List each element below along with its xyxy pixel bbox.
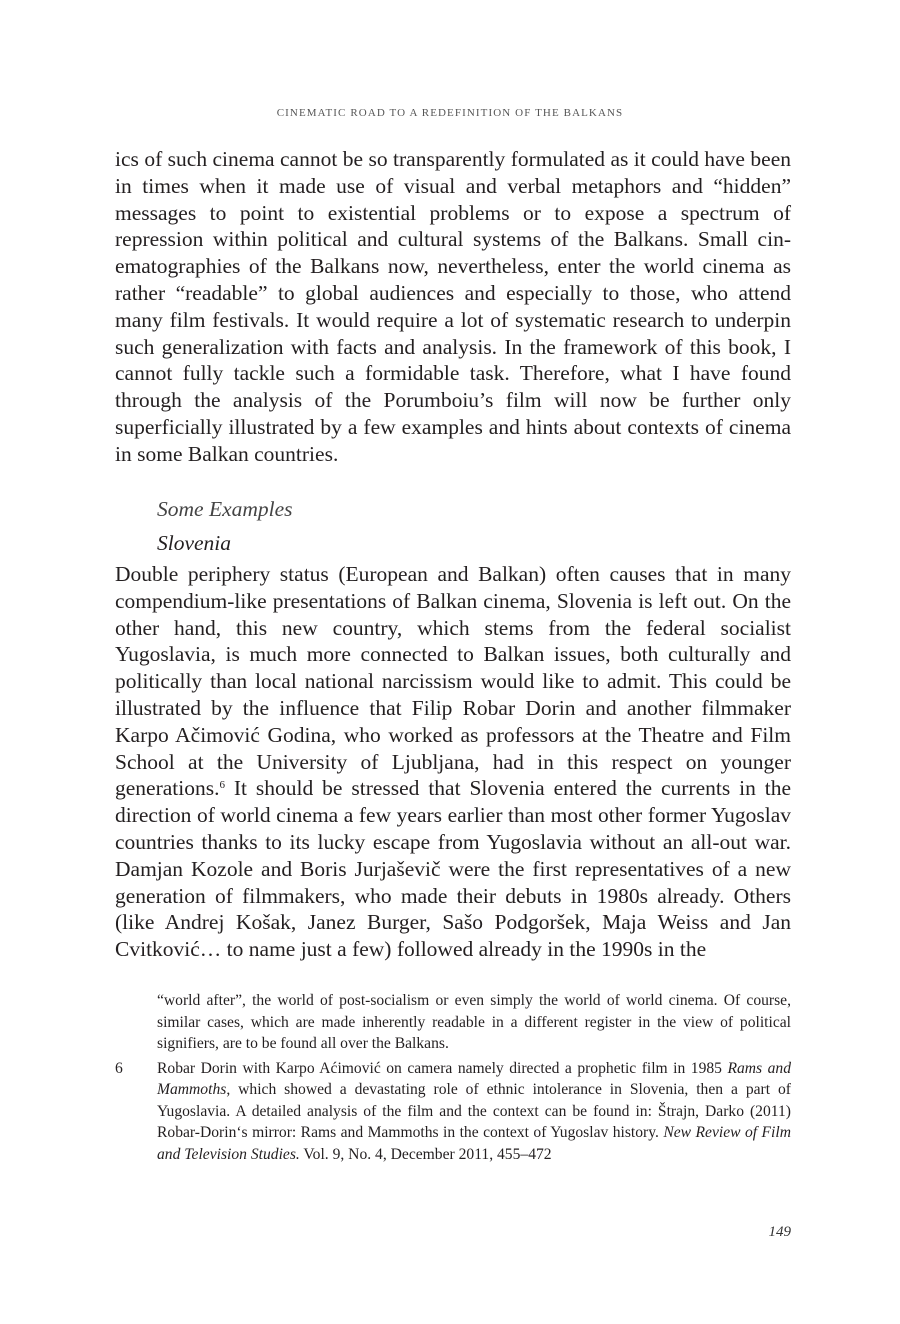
body-paragraph: ics of such cinema cannot be so transparently formulated as it could have been in times when it made use of visual and verbal metaphors and “hidden” messages to point to existential problems or to expose a spectrum of repression within political and cultural systems of the Balkans. Small cinematographies of the Balkans now, nevertheless, enter the world cinema as rather “readable” to global audiences and especially to those, who attend many film festivals. It would require a lot of systematic research to underpin such generalization with facts and analysis. In the framework of this book, I cannot fully tackle such a formidable task. Therefore, what I have found through the analysis of the Porumboiu’s film will now be further only superficially illustrated by a few examples and hints about contexts of cinema in some Balkan countries.	[115, 147, 791, 466]
paragraph-text: It should be stressed that Slovenia entered the currents in the direction of world cinema a few years earlier than most other former Yugoslav countries thanks to its lucky escape from Yugoslavia without an all-out war. Damjan Kozole and Boris Jurjaševič were the first representatives of a new generation of filmmakers, who made their debuts in 1980s already. Others (like Andrej Košak, Janez Burger, Sašo Podgoršek, Maja Weiss and Jan Cvitković… to name just a few) followed already in the 1990s in the	[115, 776, 791, 962]
subsection-heading: Slovenia	[157, 531, 232, 555]
footnote-reference: 6	[219, 779, 225, 792]
footnote	[115, 1058, 791, 1166]
section-heading: Some Examples	[157, 497, 293, 521]
film-title: Rams and Mammoths	[157, 1059, 791, 1098]
footnote-text	[157, 1058, 791, 1166]
footnote-continuation: “world after”, the world of post-socialism or even simply the world of world cinema. Of course, similar cases, which are made inherently readable in a different register in the view of political signifiers, are to be found all over the Balkans.	[157, 992, 791, 1052]
footnotes	[115, 990, 791, 1165]
footnote-text-part: Vol. 9, No. 4, December 2011, 455–472	[299, 1145, 552, 1163]
running-head: CINEMATIC ROAD TO A REDEFINITION OF THE BALKANS	[276, 107, 624, 119]
footnote-text-part: , which showed a devastating role of ethnic intolerance in Slovenia, then a part of Yugoslavia. A detailed analysis of the film and the context can be found in: Štrajn, Darko (2011) Robar-Dorin‘s mirror: Rams and Mammoths in the context of Yugoslav history.	[157, 1081, 791, 1141]
footnote-number: 6	[115, 1059, 123, 1077]
body-paragraph	[115, 561, 791, 963]
journal-title: New Review of Film and Television Studies.	[157, 1124, 791, 1163]
paragraph-text: Double periphery status (European and Balkan) often causes that in many compendium-like presentations of Balkan cinema, Slovenia is left out. On the other hand, this new country, which stems from the federal socialist Yugoslavia, is much more connected to Balkan issues, both culturally and politically than local national narcissism would like to admit. This could be illustrated by the influence that Filip Robar Dorin and another filmmaker Karpo Ačimović Godina, who worked as professors at the Theatre and Film School at the University of Ljubljana, had in this respect on younger generations.	[115, 562, 791, 801]
page-number: 149	[768, 1224, 791, 1240]
footnote-text-part: Robar Dorin with Karpo Aćimović on camera namely directed a prophetic film in 1985	[157, 1059, 728, 1077]
